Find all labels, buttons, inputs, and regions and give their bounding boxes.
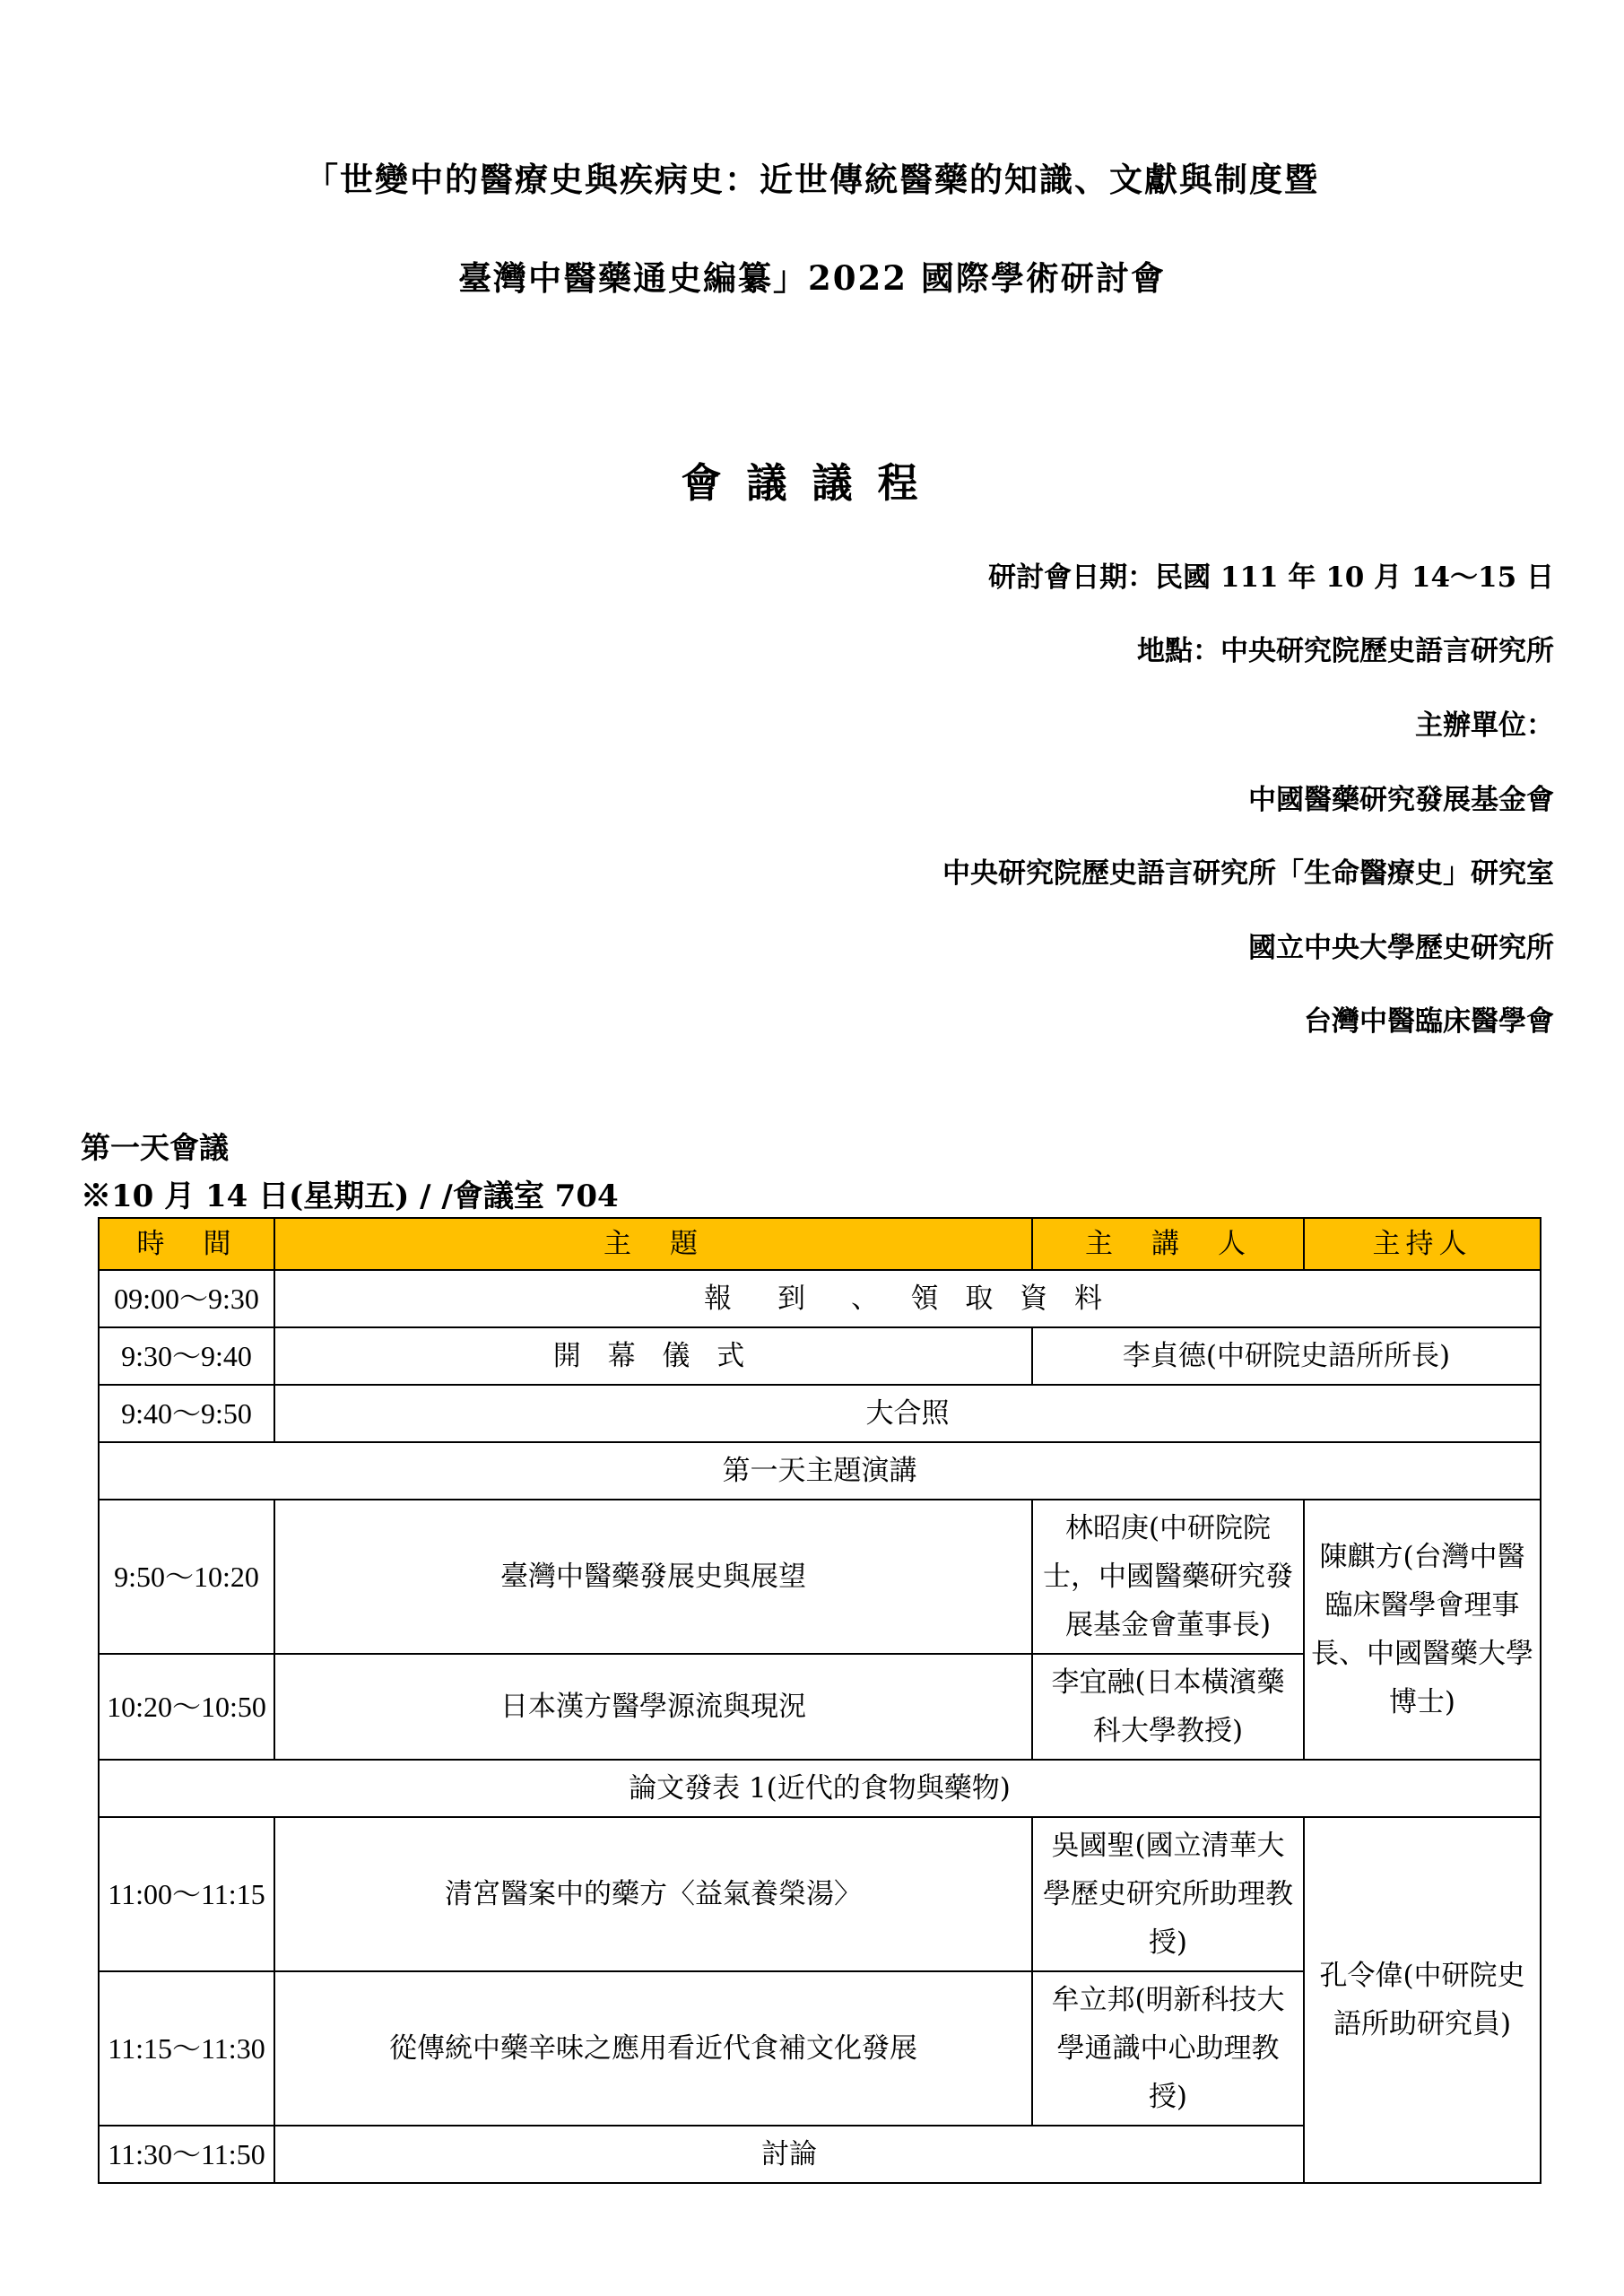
- time-cell: 9:40～9:50: [99, 1385, 274, 1442]
- table-row: [99, 1385, 1541, 1442]
- agenda-heading: 會議議程: [681, 459, 943, 507]
- speaker-cell: 林昭庚(中研院院士，中國醫藥研究發展基金會董事長): [1032, 1500, 1304, 1654]
- agenda-table: [98, 1217, 1541, 2184]
- host-cell: 陳麒方(台灣中醫臨床醫學會理事長、中國醫藥大學博士): [1304, 1500, 1541, 1760]
- day1-heading: 第一天會議: [81, 1130, 229, 1165]
- topic-cell: 日本漢方醫學源流與現況: [274, 1654, 1032, 1760]
- time-cell: 11:15～11:30: [99, 1971, 274, 2126]
- topic-cell: 清宮醫案中的藥方〈益氣養榮湯〉: [274, 1817, 1032, 1971]
- organizer-item: 中央研究院歷史語言研究所「生命醫療史」研究室: [942, 857, 1554, 890]
- topic-cell: 臺灣中醫藥發展史與展望: [274, 1500, 1032, 1654]
- organizer-item: 國立中央大學歷史研究所: [1248, 932, 1554, 964]
- column-header-topic: 主 題: [274, 1218, 1032, 1270]
- speaker-cell: 吳國聖(國立清華大學歷史研究所助理教授): [1032, 1817, 1304, 1971]
- table-header-row: [99, 1218, 1541, 1270]
- table-row: [99, 1270, 1541, 1327]
- speaker-cell: 李宜融(日本橫濱藥科大學教授): [1032, 1654, 1304, 1760]
- speaker-cell: 牟立邦(明新科技大學通識中心助理教授): [1032, 1971, 1304, 2126]
- table-row: [99, 1817, 1541, 1971]
- table-row: [99, 1327, 1541, 1385]
- section-row: [99, 1760, 1541, 1817]
- conference-date: 研討會日期：民國 111 年 10 月 14～15 日: [988, 561, 1554, 594]
- time-cell: 09:00～9:30: [99, 1270, 274, 1327]
- discussion-cell: 討論: [274, 2126, 1304, 2183]
- organizer-label: 主辦單位：: [1415, 709, 1554, 742]
- time-cell: 11:30～11:50: [99, 2126, 274, 2183]
- topic-cell: 從傳統中藥辛味之應用看近代食補文化發展: [274, 1971, 1032, 2126]
- conference-title-line2: 臺灣中醫藥通史編纂」2022 國際學術研討會: [458, 258, 1166, 298]
- column-header-time: 時 間: [99, 1218, 274, 1270]
- time-cell: 11:00～11:15: [99, 1817, 274, 1971]
- group-photo-cell: 大合照: [274, 1385, 1541, 1442]
- time-cell: 9:30～9:40: [99, 1327, 274, 1385]
- organizer-item: 台灣中醫臨床醫學會: [1304, 1005, 1554, 1038]
- column-header-speaker: 主 講 人: [1032, 1218, 1304, 1270]
- organizer-item: 中國醫藥研究發展基金會: [1248, 784, 1554, 816]
- time-cell: 9:50～10:20: [99, 1500, 274, 1654]
- section-row: [99, 1442, 1541, 1500]
- paper-section-title: 論文發表 1(近代的食物與藥物): [99, 1760, 1541, 1817]
- column-header-host: 主持人: [1304, 1218, 1541, 1270]
- host-cell: 孔令偉(中研院史語所助研究員): [1304, 1817, 1541, 2183]
- conference-venue: 地點：中央研究院歷史語言研究所: [1137, 635, 1554, 667]
- topic-cell: 開 幕 儀 式: [274, 1327, 1032, 1385]
- conference-title-line1: 「世變中的醫療史與疾病史：近世傳統醫藥的知識、文獻與制度暨: [305, 160, 1319, 199]
- registration-cell: 報 到 、 領 取 資 料: [274, 1270, 1541, 1327]
- keynote-section-title: 第一天主題演講: [99, 1442, 1541, 1500]
- table-row: [99, 1500, 1541, 1654]
- day1-date-room: ※10 月 14 日(星期五) / /會議室 704: [81, 1178, 619, 1214]
- time-cell: 10:20～10:50: [99, 1654, 274, 1760]
- speaker-cell: 李貞德(中研院史語所所長): [1032, 1327, 1541, 1385]
